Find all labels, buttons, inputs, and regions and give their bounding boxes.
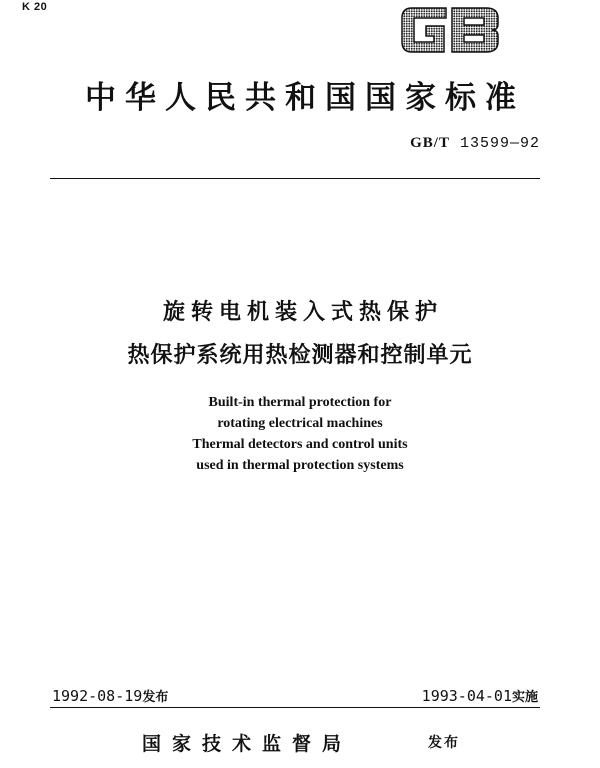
cn-title-line-1: 旋转电机装入式热保护 bbox=[162, 300, 443, 325]
cn-title-line-2: 热保护系统用热检测器和控制单元 bbox=[127, 343, 473, 368]
logo-letter-b bbox=[452, 8, 498, 52]
implementation-label: 实施 bbox=[511, 690, 538, 705]
standard-number-value: 13599—92 bbox=[449, 135, 540, 152]
implementation-date bbox=[422, 686, 538, 705]
logo-letter-g bbox=[402, 8, 446, 52]
issuing-authority: 国家技术监督局 bbox=[142, 733, 353, 755]
en-title-line-2: rotating electrical machines bbox=[217, 416, 383, 431]
gb-logo bbox=[398, 0, 502, 60]
header-divider bbox=[50, 178, 540, 179]
issue-label: 发布 bbox=[142, 690, 169, 705]
en-title-line-1: Built-in thermal protection for bbox=[208, 395, 392, 410]
en-title-line-3: Thermal detectors and control units bbox=[192, 437, 408, 452]
footer-divider bbox=[50, 707, 540, 708]
implementation-date-value: 1993-04-01 bbox=[421, 687, 512, 705]
standard-number-prefix: GB/T bbox=[410, 135, 450, 151]
standard-name: 中华人民共和国国家标准 bbox=[85, 80, 525, 116]
en-title-line-4: used in thermal protection systems bbox=[196, 458, 404, 473]
classification-code: K 20 bbox=[22, 1, 48, 13]
publish-label: 发布 bbox=[428, 735, 460, 751]
issue-date bbox=[52, 686, 168, 705]
issue-date-value: 1992-08-19 bbox=[52, 687, 143, 705]
standard-number bbox=[410, 135, 540, 152]
